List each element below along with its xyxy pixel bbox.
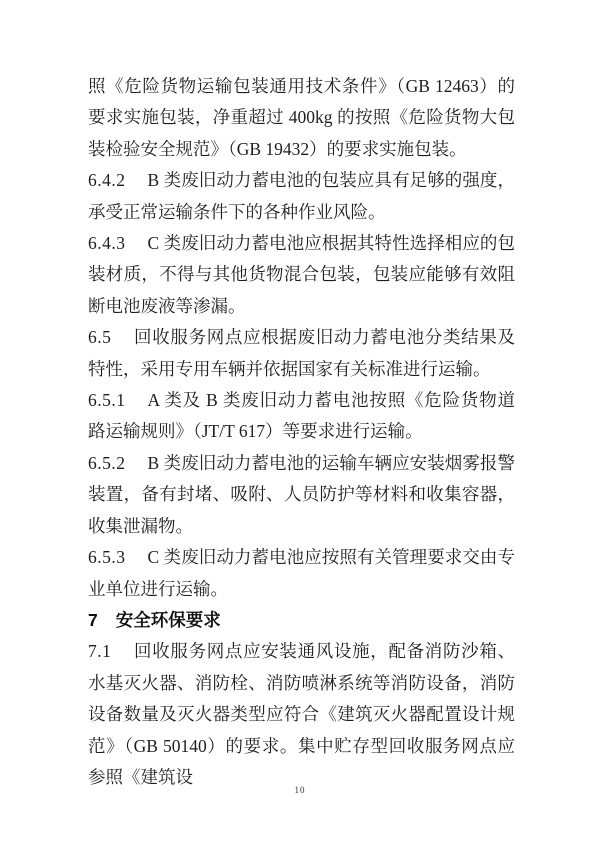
- clause-text: 照《危险货物运输包装通用技术条件》（GB 12463）的要求实施包装，净重超过 400kg 的按照《危险货物大包装检验安全规范》（GB 19432）的要求实施包装。: [88, 76, 515, 159]
- clause-text: B 类废旧动力蓄电池的运输车辆应安装烟雾报警装置，备有封堵、吸附、人员防护等材料和收集容器，收集泄漏物。: [88, 452, 515, 536]
- clause-7-1: [88, 636, 515, 793]
- clause-number: 6.5: [88, 327, 112, 348]
- section-title: 安全环保要求: [115, 609, 221, 630]
- clause-text: C 类废旧动力蓄电池应按照有关管理要求交由专业单位进行运输。: [88, 547, 515, 599]
- clause-text: 回收服务网点应根据废旧动力蓄电池分类结果及特性，采用专用车辆并依据国家有关标准进行运输。: [88, 327, 515, 379]
- paragraph-continuation: [88, 71, 515, 165]
- clause-text: A 类及 B 类废旧动力蓄电池按照《危险货物道路运输规则》（JT/T 617）等要求进行运输。: [88, 390, 515, 442]
- clause-number: 6.5.2: [88, 452, 126, 473]
- clause-number: 7.1: [88, 641, 112, 662]
- clause-6-5: [88, 322, 515, 385]
- clause-6-5-2: [88, 448, 515, 542]
- clause-6-4-3: [88, 228, 515, 322]
- page-body: [88, 71, 515, 793]
- clause-number: 6.4.2: [88, 170, 126, 191]
- clause-6-5-3: [88, 542, 515, 605]
- clause-6-5-1: [88, 385, 515, 448]
- clause-number: 6.4.3: [88, 233, 126, 254]
- section-number: 7: [88, 609, 98, 630]
- page-number: 10: [294, 785, 306, 795]
- clause-6-4-2: [88, 165, 515, 228]
- clause-text: 回收服务网点应安装通风设施，配备消防沙箱、水基灭火器、消防栓、消防喷淋系统等消防设备，消防设备数量及灭火器类型应符合《建筑灭火器配置设计规范》（GB 50140）的要求。集中贮存型回收服务网点应参照《建筑设: [88, 641, 515, 787]
- clause-text: B 类废旧动力蓄电池的包装应具有足够的强度，承受正常运输条件下的各种作业风险。: [88, 170, 515, 222]
- clause-number: 6.5.3: [88, 547, 126, 568]
- clause-text: C 类废旧动力蓄电池应根据其特性选择相应的包装材质，不得与其他货物混合包装，包装应能够有效阻断电池废液等渗漏。: [88, 233, 515, 316]
- clause-number: 6.5.1: [88, 390, 126, 411]
- section-heading-7: [88, 605, 515, 636]
